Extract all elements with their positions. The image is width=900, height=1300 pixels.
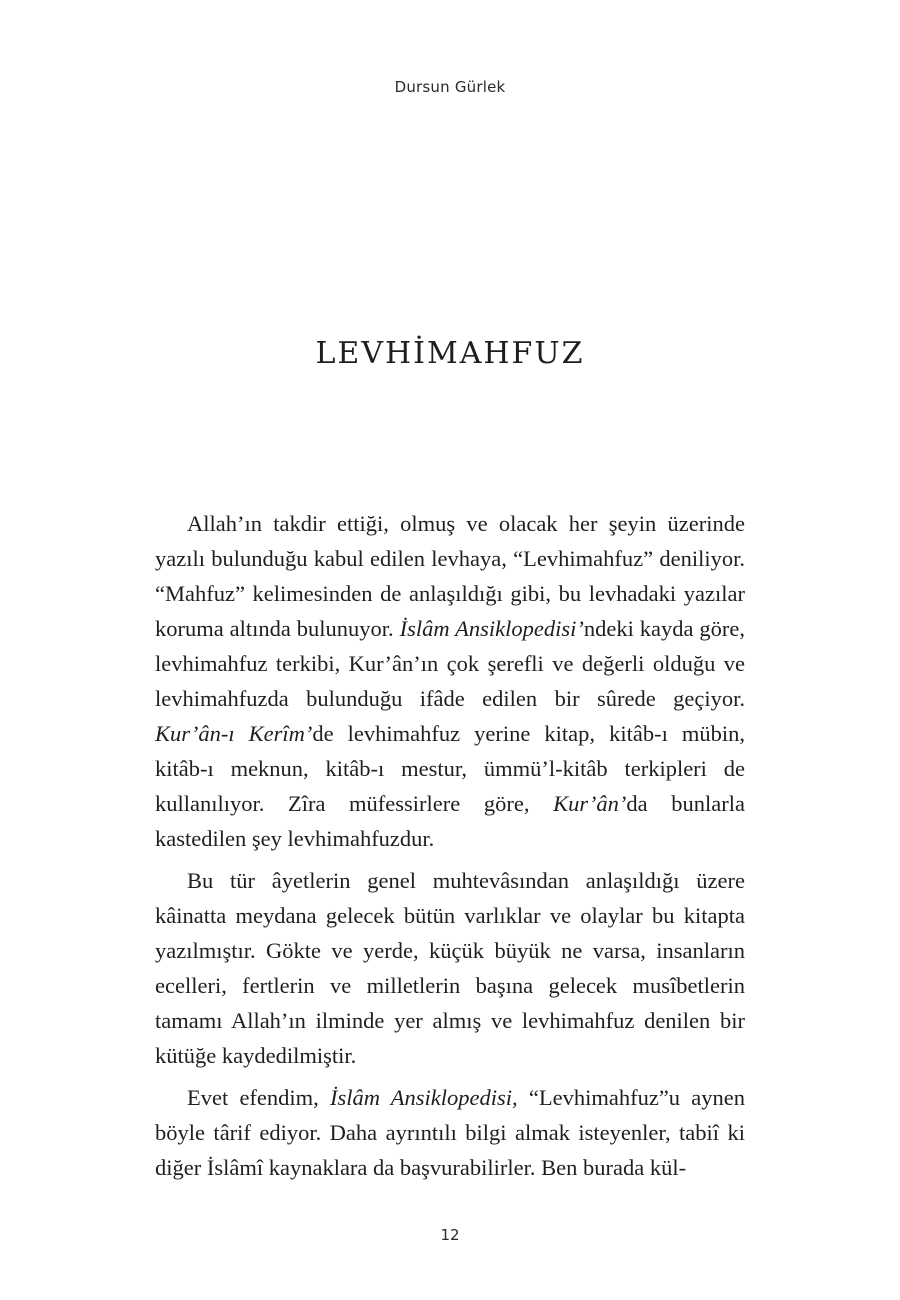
italic-book-title: Kur’ân-ı Kerîm’: [155, 721, 313, 746]
italic-book-title: İslâm Ansiklopedisi,: [330, 1085, 518, 1110]
text-run: de levhimahfuz yerine kitap, kitâb-ı mübin, kitâb-ı meknun, kitâb-ı mestur, ümmü’l-kitâb terkipleri de kullanılıyor. Zîra müfessirlere göre,: [155, 721, 745, 816]
page-number: 12: [440, 1226, 460, 1244]
italic-book-title: Kur’ân’: [553, 791, 627, 816]
paragraph-3: [155, 1080, 745, 1185]
italic-book-title: İslâm Ansiklopedisi’: [399, 616, 584, 641]
text-run: “Levhimahfuz”u aynen böyle târif ediyor. Daha ayrıntılı bilgi almak isteyenler, tabiî ki diğer İslâmî kaynaklara da başvurabilirler. Ben burada kül-: [155, 1085, 745, 1180]
text-run: ndeki kayda göre, levhimahfuz terkibi, Kur’ân’ın çok şerefli ve değerli olduğu ve levhimahfuzda bulunduğu ifâde edilen bir sûrede geçiyor.: [155, 616, 745, 711]
text-run: Evet efendim,: [187, 1085, 330, 1110]
text-run: Bu tür âyetlerin genel muhtevâsından anlaşıldığı üzere kâinatta meydana gelecek bütün varlıklar ve olaylar bu kitapta yazılmıştır. Gökte ve yerde, küçük büyük ne varsa, insanların ecelleri, fertlerin ve milletlerin başına gelecek musîbetlerin tamamı Allah’ın ilminde yer almış ve levhimahfuz denilen bir kütüğe kaydedilmiştir.: [155, 868, 745, 1068]
chapter-title: LEVHİMAHFUZ: [315, 336, 585, 371]
paragraph-2: [155, 863, 745, 1073]
text-run: Allah’ın takdir ettiği, olmuş ve olacak her şeyin üzerinde yazılı bulunduğu kabul edilen levhaya, “Levhimahfuz” deniliyor. “Mahfuz” kelimesinden de anlaşıldığı gibi, bu levhadaki yazılar koruma altında bulunuyor.: [155, 511, 745, 641]
paragraph-1: [155, 506, 745, 856]
text-run: da bunlarla kastedilen şey levhimahfuzdur.: [155, 791, 745, 851]
running-head-author: Dursun Gürlek: [394, 78, 506, 96]
body-text: [155, 506, 745, 1192]
